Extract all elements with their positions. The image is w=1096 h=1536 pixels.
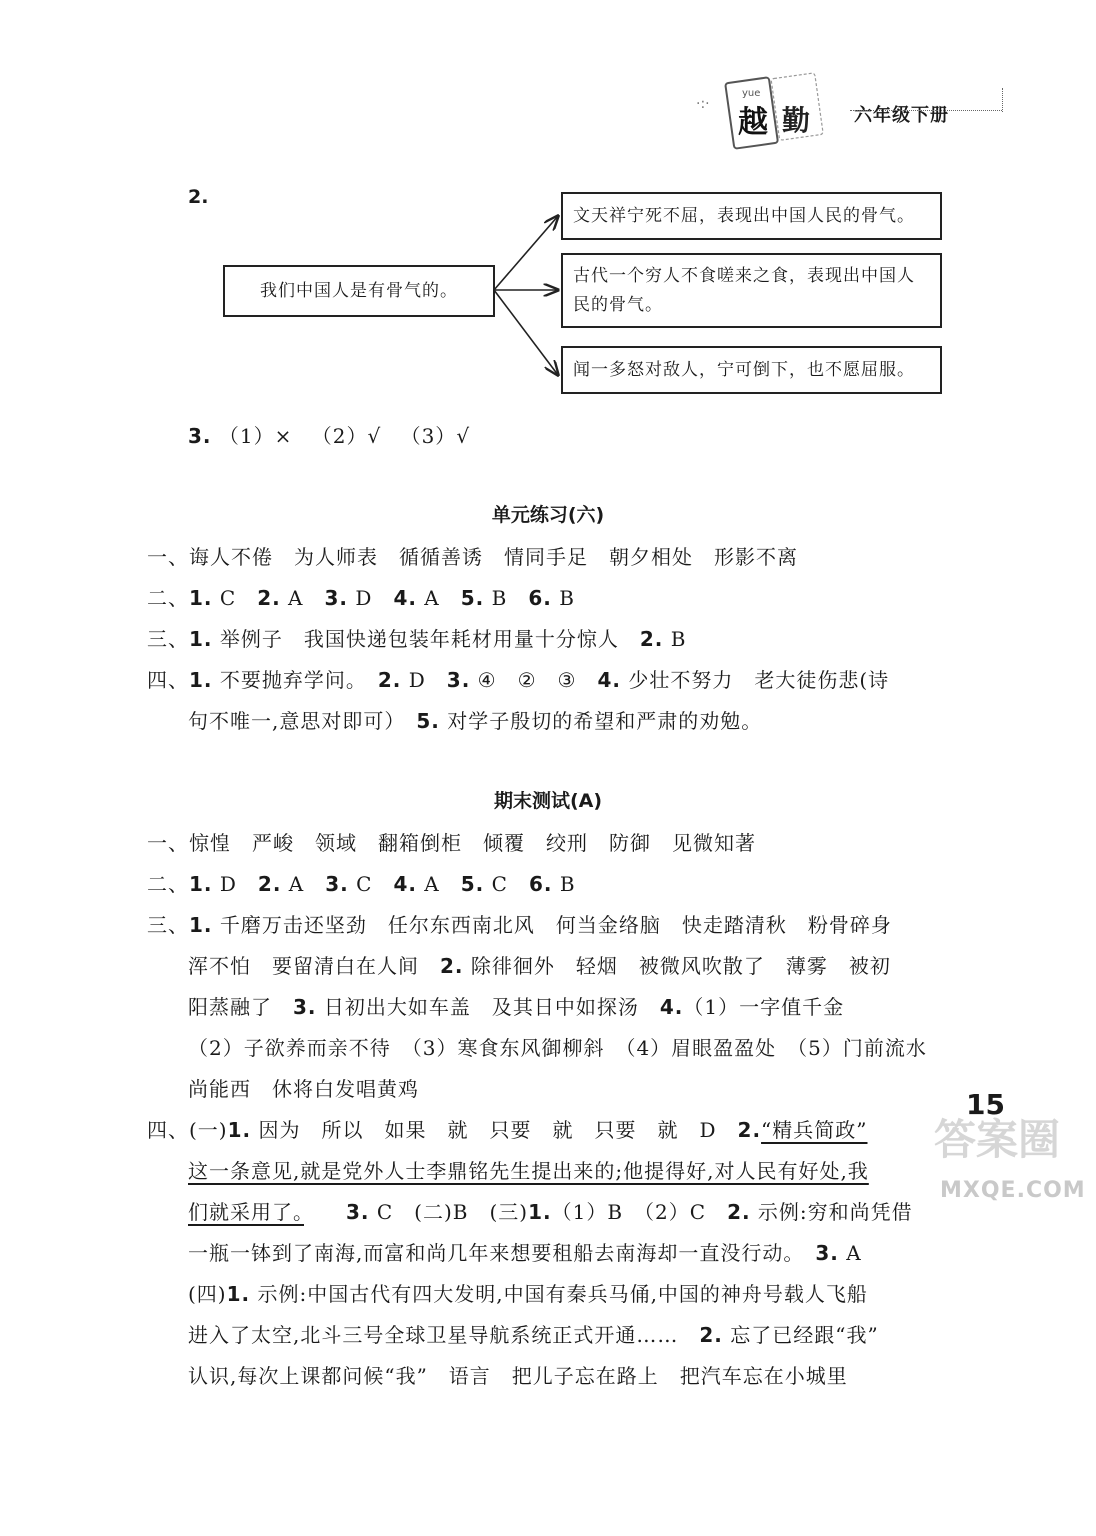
part-label: 三、: [147, 913, 189, 937]
item-number: 1.: [189, 586, 213, 610]
answer-text: ④ ② ③: [470, 668, 598, 692]
arrow-to-branch-1: [494, 216, 558, 290]
answer-text: 除徘徊外 轻烟 被微风吹散了 薄雾 被初: [463, 954, 891, 978]
item-number: 4.: [659, 995, 684, 1019]
item-number: 2.: [639, 627, 664, 651]
item-number: 1.: [189, 627, 213, 651]
unit6-line-1: [147, 541, 798, 570]
item-number: 3.: [446, 668, 471, 692]
item-number: 5.: [416, 709, 440, 733]
answer-text: A: [280, 586, 325, 610]
answer-text: A: [281, 872, 326, 896]
answer-text: C: [212, 586, 258, 610]
item-number: 3.: [346, 1200, 370, 1224]
final-line-7: [188, 1073, 419, 1102]
answer-text: 因为 所以 如果 就 只要 就 只要 就 D: [251, 1118, 738, 1142]
logo-char-qin: 勤: [782, 104, 811, 137]
part-label: (四): [188, 1282, 227, 1306]
part-label: 三、: [147, 627, 189, 651]
item-number: 1.: [227, 1118, 252, 1142]
answer-text: 尚能西 休将白发唱黄鸡: [188, 1077, 419, 1101]
part-label: 二、: [147, 872, 189, 896]
underlined-answer: 这一条意见,就是党外人士李鼎铭先生提出来的;他提得好,对人民有好处,我: [188, 1159, 869, 1183]
part-label: 四、: [147, 668, 189, 692]
item-number: 2.: [377, 668, 402, 692]
center-claim-box: [223, 265, 495, 317]
item-number: 3.: [815, 1241, 839, 1265]
q3-item-2-label: （2）: [311, 424, 368, 448]
final-line-2: [147, 868, 576, 897]
q3-item-3-label: （3）: [400, 424, 457, 448]
final-line-4: [188, 950, 891, 979]
answer-text: 进入了太空,北斗三号全球卫星导航系统正式开通……: [188, 1323, 700, 1347]
item-number: 2.: [257, 872, 282, 896]
item-number: 4.: [597, 668, 621, 692]
branch-box-1: [561, 192, 942, 240]
answer-text: 示例:中国古代有四大发明,中国有秦兵马俑,中国的神舟号载人飞船: [250, 1282, 868, 1306]
final-line-3: [147, 909, 892, 938]
answer-text: B: [552, 872, 576, 896]
part-label: 四、(一): [147, 1118, 228, 1142]
underlined-answer: 们就采用了。: [188, 1200, 304, 1224]
question-3-number: 3.: [188, 424, 212, 448]
underlined-answer: “精兵简政”: [761, 1118, 868, 1142]
answer-text: 惊惶 严峻 领域 翻箱倒柜 倾覆 绞刑 防御 见微知著: [189, 831, 756, 855]
logo-char-yue: 越: [738, 105, 768, 140]
answer-text: B: [484, 586, 529, 610]
final-line-14: [188, 1360, 848, 1389]
answer-text: A: [416, 872, 461, 896]
check-mark: √: [367, 424, 382, 448]
branch-box-2: [561, 253, 942, 328]
unit6-line-5: [188, 705, 762, 734]
branch-text-2: 古代一个穷人不食嗟来之食，表现出中国人民的骨气。: [573, 265, 915, 315]
final-line-1: [147, 827, 756, 856]
header-divider: [850, 110, 1002, 111]
item-number: 1.: [189, 913, 213, 937]
answer-text: （1）一字值千金: [683, 995, 845, 1019]
unit6-line-4: [147, 664, 889, 693]
grade-label: 六年级下册: [854, 105, 949, 126]
answer-text: B: [551, 586, 575, 610]
spacer: [304, 1200, 346, 1224]
item-number: 1.: [528, 1200, 552, 1224]
final-line-5: [188, 991, 844, 1020]
item-number: 3.: [293, 995, 317, 1019]
item-number: 2.: [727, 1200, 751, 1224]
unit6-line-2: [147, 582, 575, 611]
section-title-final-a: 期末测试(A): [493, 790, 603, 812]
item-number: 2.: [737, 1118, 762, 1142]
answer-text: 句不唯一,意思对即可）: [188, 709, 417, 733]
answer-text: D: [348, 586, 394, 610]
center-claim-text: 我们中国人是有骨气的。: [260, 280, 458, 301]
item-number: 2.: [699, 1323, 723, 1347]
final-line-9: [188, 1155, 869, 1184]
branch-text-1: 文天祥宁死不屈，表现出中国人民的骨气。: [573, 205, 915, 226]
svg-text:·:·: ·:·: [696, 96, 710, 112]
answer-text: 少壮不努力 老大徒伤悲(诗: [620, 668, 890, 692]
final-line-13: [188, 1319, 879, 1348]
answer-text: A: [416, 586, 461, 610]
item-number: 1.: [226, 1282, 251, 1306]
item-number: 3.: [325, 872, 349, 896]
item-number: 4.: [393, 872, 417, 896]
answer-text: D: [401, 668, 447, 692]
q3-item-1-label: （1）: [218, 424, 275, 448]
item-number: 1.: [189, 668, 213, 692]
section-title-unit6: 单元练习(六): [491, 504, 605, 526]
item-number: 6.: [528, 872, 553, 896]
watermark-chars: 答案圈: [934, 1115, 1061, 1164]
item-number: 2.: [257, 586, 281, 610]
part-label: 二、: [147, 586, 189, 610]
question-3-line: [188, 420, 470, 449]
final-line-12: [188, 1278, 868, 1307]
answer-text: （1）B （2）C: [551, 1200, 728, 1224]
answer-text: 日初出大如车盖 及其日中如探汤: [316, 995, 660, 1019]
page-number: 15: [966, 1088, 1005, 1121]
branch-box-3: [561, 346, 942, 394]
cross-mark: ×: [274, 424, 293, 448]
yuexin-logo-stamp: [686, 70, 846, 160]
final-line-11: [188, 1237, 862, 1266]
answer-text: 千磨万击还坚劲 任尔东西南北风 何当金络脑 快走踏清秋 粉骨碎身: [212, 913, 892, 937]
answer-text: 对学子殷切的希望和严肃的劝勉。: [439, 709, 763, 733]
answer-text: 浑不怕 要留清白在人间: [188, 954, 440, 978]
answer-text: D: [212, 872, 258, 896]
item-number: 2.: [440, 954, 464, 978]
part-label: 一、: [147, 831, 189, 855]
item-number: 5.: [460, 586, 485, 610]
item-number: 1.: [189, 872, 213, 896]
answer-text: 认识,每次上课都问候“我” 语言 把儿子忘在路上 把汽车忘在小城里: [188, 1364, 848, 1388]
item-number: 6.: [528, 586, 552, 610]
answer-text: 举例子 我国快递包装年耗材用量十分惊人: [212, 627, 640, 651]
answer-text: 忘了已经跟“我”: [722, 1323, 879, 1347]
answer-text: C (二)B (三): [369, 1200, 529, 1224]
watermark-url: MXQE.COM: [940, 1178, 1086, 1203]
final-line-10: [188, 1196, 913, 1225]
header-divider-vertical: [1002, 88, 1003, 112]
item-number: 3.: [324, 586, 349, 610]
answer-text: 阳蒸融了: [188, 995, 293, 1019]
final-line-6: [188, 1032, 927, 1061]
watermark-logo: [930, 1106, 1070, 1166]
answer-text: A: [838, 1241, 862, 1265]
answer-text: 不要抛弃学问。: [212, 668, 378, 692]
answer-text: 示例:穷和尚凭借: [750, 1200, 913, 1224]
answer-text: B: [663, 627, 687, 651]
logo-pinyin: yue: [742, 88, 761, 99]
item-number: 5.: [460, 872, 485, 896]
answer-text: （2）子欲养而亲不待 （3）寒食东风御柳斜 （4）眉眼盈盈处 （5）门前流水: [188, 1036, 927, 1060]
answer-text: 诲人不倦 为人师表 循循善诱 情同手足 朝夕相处 形影不离: [189, 545, 798, 569]
item-number: 4.: [393, 586, 417, 610]
part-label: 一、: [147, 545, 189, 569]
answer-text: C: [348, 872, 394, 896]
arrow-to-branch-3: [494, 290, 558, 375]
final-line-8: [147, 1114, 868, 1143]
branch-text-3: 闻一多怒对敌人，宁可倒下，也不愿屈服。: [573, 359, 915, 380]
question-2-number: 2.: [188, 186, 209, 208]
answer-text: C: [484, 872, 529, 896]
unit6-line-3: [147, 623, 686, 652]
answer-text: 一瓶一钵到了南海,而富和尚几年来想要租船去南海却一直没行动。: [188, 1241, 816, 1265]
check-mark: √: [456, 424, 471, 448]
